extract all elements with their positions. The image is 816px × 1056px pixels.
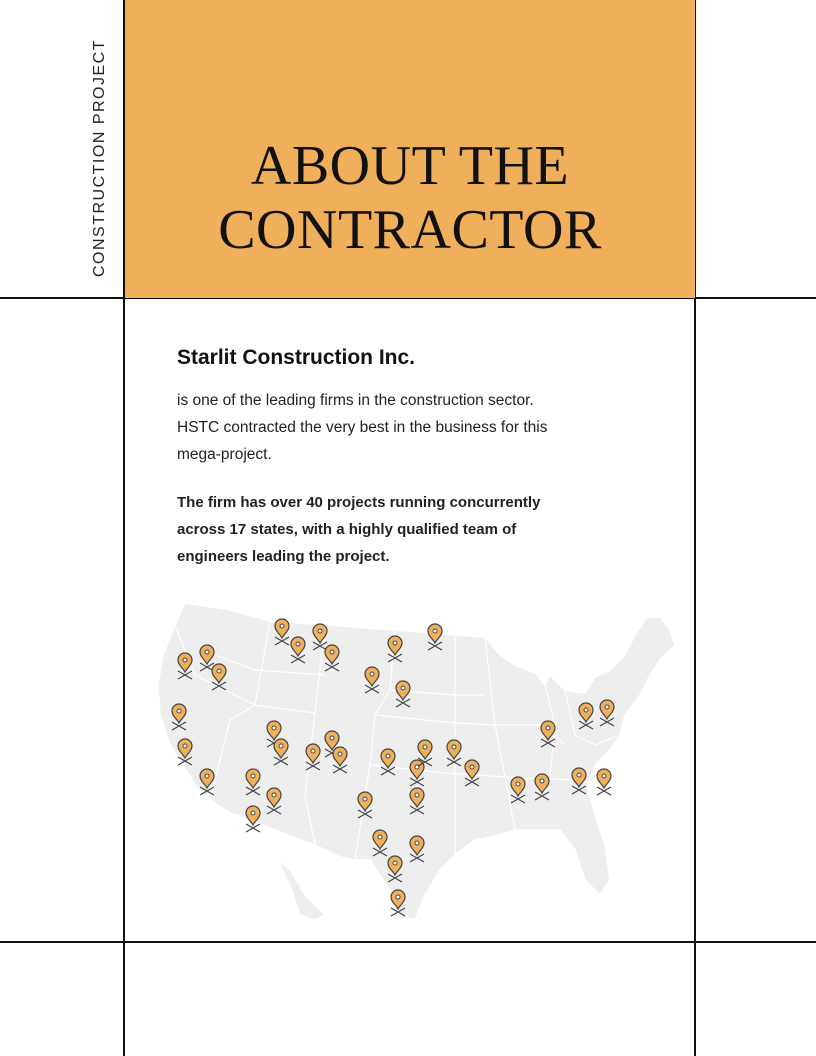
side-label: CONSTRUCTION PROJECT	[91, 39, 108, 277]
title-line-1: ABOUT THE	[250, 135, 570, 197]
us-map	[155, 595, 685, 930]
company-name: Starlit Construction Inc.	[177, 346, 416, 369]
map-pin-icon	[597, 769, 611, 795]
page-title	[125, 134, 695, 262]
header-block	[125, 0, 695, 298]
map-pin-icon	[246, 806, 260, 832]
projects-statement: The firm has over 40 projects running concurrently across 17 states, with a highly qualified team of engineers leading the project.	[177, 494, 541, 565]
grid-line-bottom	[0, 941, 816, 943]
company-description: is one of the leading firms in the construction sector. HSTC contracted the very best in the business for this mega-project.	[177, 392, 548, 463]
title-line-2: CONTRACTOR	[218, 199, 602, 261]
